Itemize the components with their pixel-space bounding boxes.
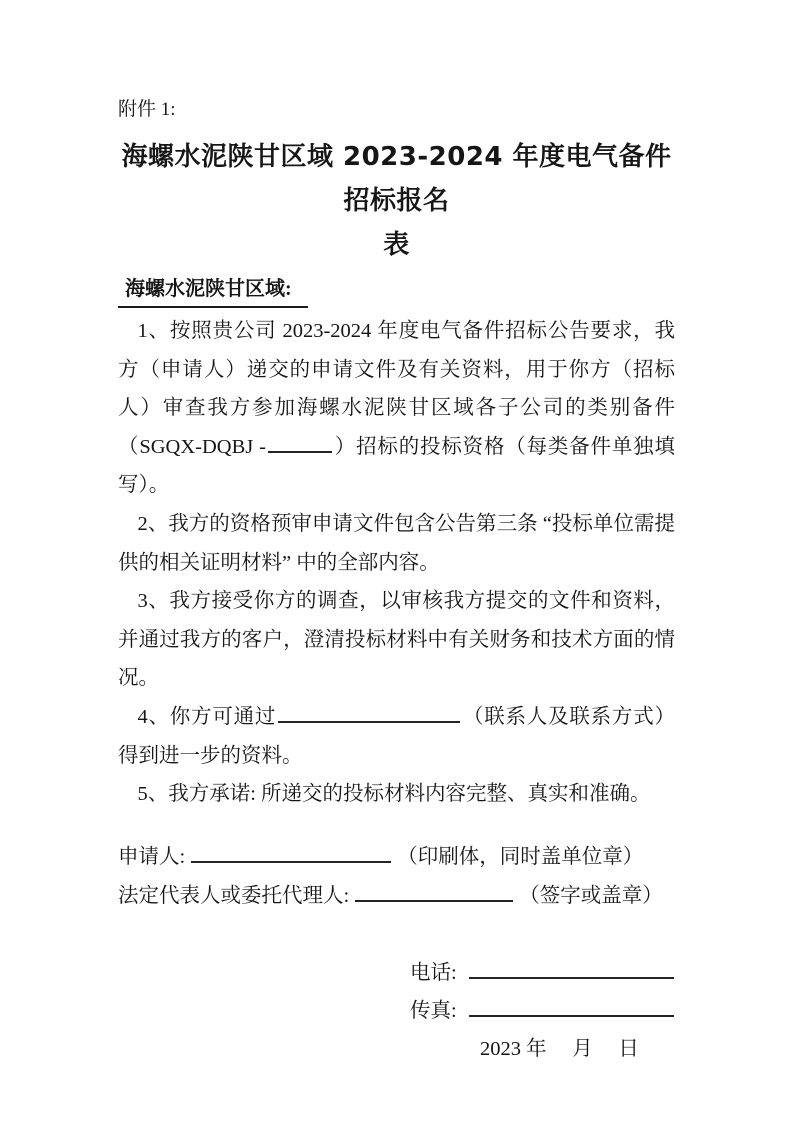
phone-label: 电话: xyxy=(410,961,457,984)
applicant-note: （印刷体，同时盖单位章） xyxy=(397,845,644,868)
contact-person-blank[interactable] xyxy=(278,703,460,722)
clause-1-text-before: 1、按照贵公司 2023-2024 年度电气备件招标公告要求，我方（申请人）递交的申请文件及有关资料，用于你方（招标人）审查我方参加海螺水泥陕甘区域各子公司的类别备件（SGQX-DQBJ - xyxy=(118,320,675,458)
fax-row xyxy=(410,992,675,1030)
clause-2: 2、我方的资格预审申请文件包含公告第三条 “投标单位需提供的相关证明材料” 中的全部内容。 xyxy=(118,512,675,574)
representative-name-blank[interactable] xyxy=(355,882,513,901)
clause-4-text-after: （联系人及联系方式）得到进一步的资料。 xyxy=(118,705,675,767)
title-line-2: 表 xyxy=(383,230,410,260)
clause-1-text-after: ）招标的投标资格（每类备件单独填写）。 xyxy=(118,435,675,497)
fax-label: 传真: xyxy=(410,999,457,1022)
contact-block xyxy=(410,954,675,1068)
fax-blank[interactable] xyxy=(469,997,674,1016)
title-line-1: 海螺水泥陕甘区域 2023-2024 年度电气备件招标报名 xyxy=(121,142,672,216)
clause-1 xyxy=(118,312,675,505)
spare-part-code-blank[interactable] xyxy=(268,433,332,452)
body-clauses xyxy=(118,312,675,814)
document-content xyxy=(118,97,675,1068)
representative-label: 法定代表人或委托代理人: xyxy=(118,884,350,907)
date-line: 2023 年 月 日 xyxy=(480,1037,639,1060)
document-title xyxy=(118,135,675,267)
signature-block xyxy=(118,838,675,916)
salutation-line xyxy=(118,275,675,308)
clause-3: 3、我方接受你方的调查，以审核我方提交的文件和资料，并通过我方的客户，澄清投标材料中有关财务和技术方面的情况。 xyxy=(118,590,675,690)
clause-4 xyxy=(118,698,675,775)
applicant-row xyxy=(118,838,675,877)
salutation-text: 海螺水泥陕甘区域: xyxy=(118,275,308,308)
representative-row xyxy=(118,877,675,916)
phone-blank[interactable] xyxy=(469,959,674,978)
attachment-label: 附件 1: xyxy=(118,99,176,120)
applicant-name-blank[interactable] xyxy=(191,843,391,862)
clause-4-text-before: 4、你方可通过 xyxy=(137,705,277,728)
applicant-label: 申请人: xyxy=(118,845,186,868)
representative-note: （签字或盖章） xyxy=(519,884,663,907)
clause-5: 5、我方承诺: 所递交的投标材料内容完整、真实和准确。 xyxy=(137,783,651,806)
phone-row xyxy=(410,954,675,992)
